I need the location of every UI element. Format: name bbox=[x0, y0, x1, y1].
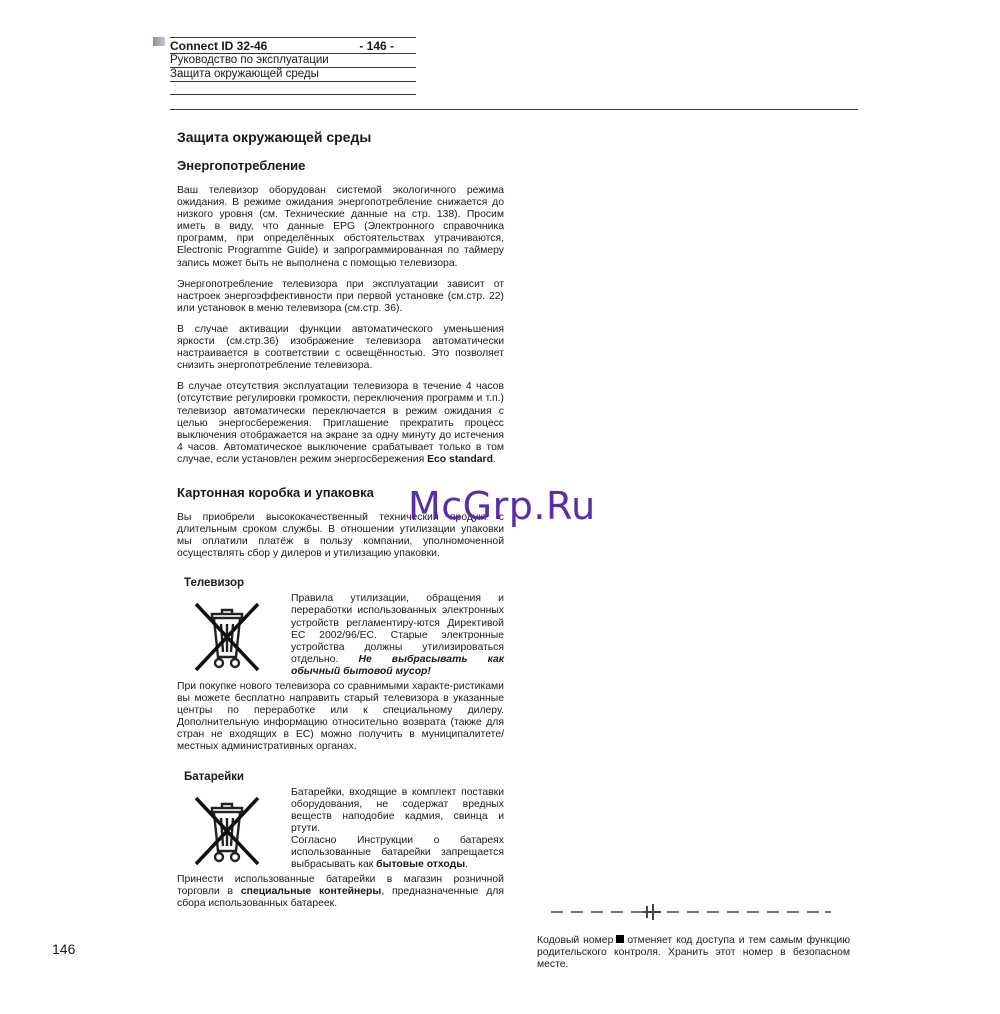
header-section: Защита окружающей среды bbox=[170, 67, 416, 82]
energy-heading: Энергопотребление bbox=[177, 158, 306, 173]
crossed-out-bin-icon bbox=[188, 790, 268, 870]
watermark: McGrp.Ru bbox=[408, 484, 596, 528]
header-model-row bbox=[170, 37, 416, 54]
crossed-out-bin-icon bbox=[188, 596, 268, 676]
tv-heading: Телевизор bbox=[184, 577, 245, 590]
battery-after-2: , предназначенные для сбора использованных батареек. bbox=[177, 886, 504, 910]
tv-after-text: При покупке нового телевизора со сравнимыми характе-ристиками вы можете бесплатно направить старый телевизора в указанные центры по переработке или к специальному дилеру. Дополнительную информацию относительно возврата (также для стран не входящих в ЕС) можно получить в муниципалитете/местных административных органах. bbox=[177, 681, 504, 753]
header-manual: Руководство по эксплуатации bbox=[170, 53, 416, 68]
dashed-separator bbox=[547, 904, 835, 920]
top-divider bbox=[170, 109, 858, 110]
packaging-heading: Картонная коробка и упаковка bbox=[177, 484, 374, 500]
page-title: Защита окружающей среды bbox=[177, 129, 372, 145]
battery-after-text bbox=[177, 874, 504, 910]
battery-side-text-2 bbox=[291, 835, 504, 871]
energy-p4-text: В случае отсутствия эксплуатации телевизора в течение 4 часов (отсутствие регулировки громкости, переключения программ и т.п.) телевизор автоматически переключается в режим ожидания с целью энергосбережения. Приглашение прекратить процесс выключения отображается на экране за одну минуту до истечения 4 часов. Автоматическое выключение срабатывает только в том случае, если установлен режим энергосбережения bbox=[177, 381, 504, 465]
header-empty-row bbox=[170, 81, 416, 95]
black-square-icon bbox=[616, 935, 624, 943]
energy-paragraph-4 bbox=[177, 381, 504, 466]
energy-paragraph-1: Ваш телевизор оборудован системой экологичного режима ожидания. В режиме ожидания энергопотребление снижается до низкого уровня (см. Технические данные на стр. 138). Просим иметь в виду, что данные EPG (Электронного справочника программ, при определённых обстоятельствах утрачиваются, Electronic Programme Guide) и запрограммированная по таймеру запись может быть не выполнена с помощью телевизора. bbox=[177, 185, 504, 269]
eco-standard-label: Eco standard bbox=[427, 453, 493, 465]
packaging-paragraph: Вы приобрели высококачественный технический продукт с длительным сроком службы. В отношении утилизации упаковки мы оплатили платёж в пользу компании, уполномоченной осуществлять сбор у дилеров и утилизацию упаковки. bbox=[177, 511, 504, 560]
energy-paragraph-3: В случае активации функции автоматического уменьшения яркости (см.стр.36) изображение телевизора автоматически настраивается в соответствии с освещённостью. Это позволяет снизить энергопотребление телевизора. bbox=[177, 323, 504, 372]
battery-side-end: . bbox=[465, 859, 468, 871]
battery-after-1: Принести использованные батарейки в магазин розничной торговли в bbox=[177, 874, 504, 898]
code-footnote bbox=[537, 935, 850, 971]
page-number: 146 bbox=[52, 941, 76, 957]
energy-paragraph-2: Энергопотребление телевизора при эксплуатации зависит от настроек энергоэффективности при первой установке (см.стр. 22) или установок в меню телевизора (см.стр. 36). bbox=[177, 278, 504, 314]
header-page-ref: - 146 - bbox=[359, 39, 394, 53]
special-containers-label: специальные контейнеры bbox=[240, 886, 382, 898]
tv-side-warning: Не выбрасывать как обычный бытовой мусор! bbox=[291, 653, 505, 677]
tv-side-plain: Правила утилизации, обращения и переработки использованных электронных устройств регламентиру-ются Директивой ЕС 2002/96/ЕС. Старые электронные устройства должны утилизироваться отдельно. bbox=[291, 593, 504, 665]
batteries-heading: Батарейки bbox=[184, 770, 245, 783]
battery-disposal-block bbox=[177, 787, 504, 872]
battery-side-plain: Согласно Инструкции о батареях использованные батарейки запрещается выбрасывать как bbox=[291, 834, 504, 871]
tv-disposal-block bbox=[177, 593, 504, 678]
header-bullet-icon bbox=[153, 37, 165, 46]
battery-side-text-1: Батарейки, входящие в комплект поставки оборудования, не содержат вредных веществ наподобие кадмия, свинца и ртути. bbox=[291, 786, 504, 834]
footnote-part-2: отменяет код доступа и тем самым функцию родительского контроля. Хранить этот номер в безопасном месте. bbox=[537, 935, 850, 970]
energy-p4-end: . bbox=[492, 453, 496, 465]
footnote-part-1: Кодовый номер bbox=[537, 935, 614, 946]
household-waste-label: бытовые отходы bbox=[376, 859, 466, 871]
tv-side-text bbox=[291, 593, 504, 678]
header-model: Connect ID 32-46 bbox=[170, 39, 268, 53]
